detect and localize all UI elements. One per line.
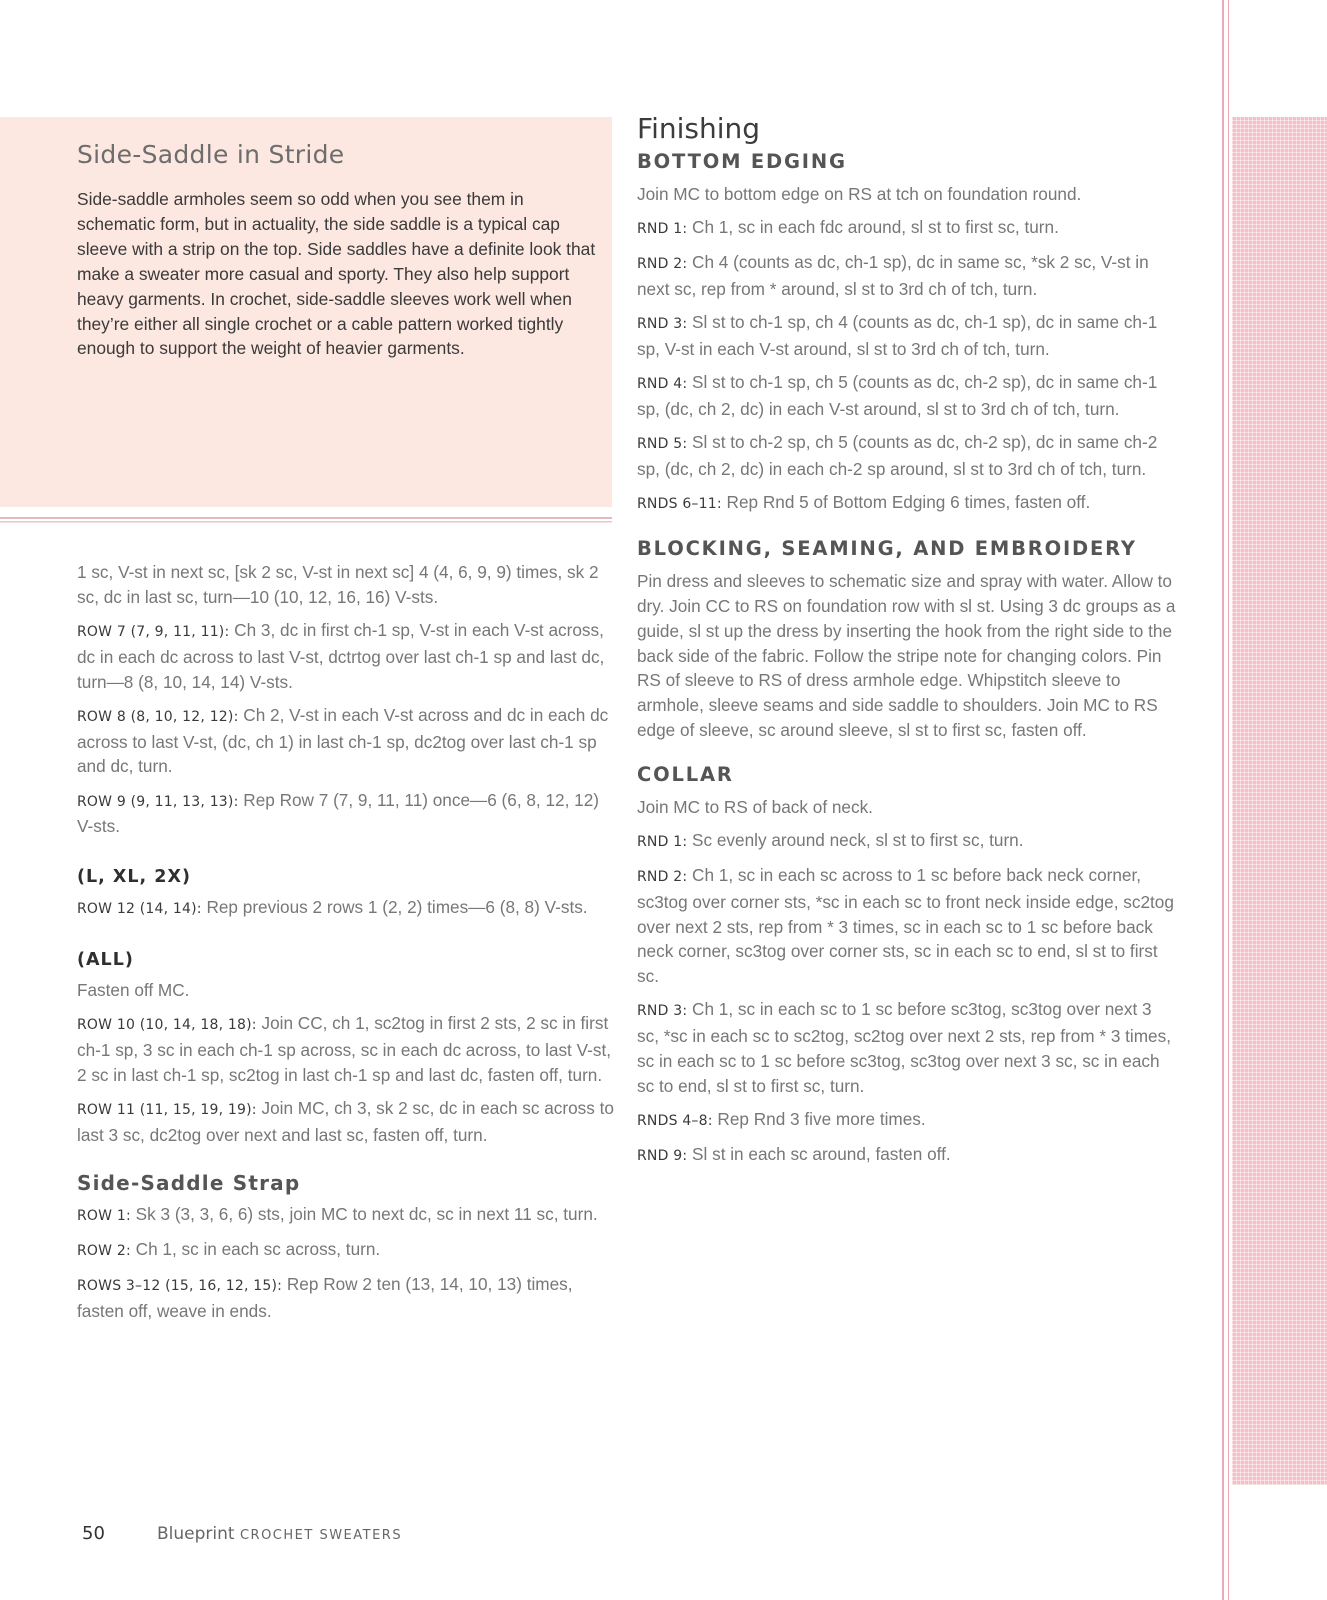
row-label: RND 1: xyxy=(637,833,688,850)
pattern-row xyxy=(637,370,1177,422)
row-label: RND 4: xyxy=(637,376,688,393)
row-label: RND 2: xyxy=(637,256,688,273)
book-subtitle: CROCHET SWEATERS xyxy=(239,1528,403,1543)
row-label: ROW 1: xyxy=(77,1207,131,1224)
row-text: Rep previous 2 rows 1 (2, 2) times—6 (8, 8) V-sts. xyxy=(201,897,588,918)
pattern-row xyxy=(77,1011,617,1087)
pattern-row xyxy=(637,828,1177,855)
row-label: RND 2: xyxy=(637,869,688,886)
blocking-text: Pin dress and sleeves to schematic size and spray with water. Allow to dry. Join CC to RS on foundation row with sl st. Using 3 dc groups as a guide, sl st up the dress by inserting the hook from the right side to the back side of the fabric. Follow the stripe note for changing colors. Pin RS of sleeve to RS of dress armhole edge. Whipstitch sleeve to armhole, sleeve seams and side saddle to shoulders. Join MC to RS edge of sleeve, sc around sleeve, sl st to first sc, fasten off. xyxy=(637,571,1176,740)
row-text: Ch 3, dc in first ch-1 sp, V-st in each V-st across, dc in each dc across to last V-st, dctrtog over last ch-1 sp and last dc, turn—8 (8, 10, 14, 14) V-sts. xyxy=(77,619,605,692)
row-label: ROW 8 (8, 10, 12, 12): xyxy=(77,708,239,725)
pattern-row xyxy=(637,863,1177,989)
all-sizes-heading: (ALL) xyxy=(77,949,134,970)
row-text: Rep Rnd 5 of Bottom Edging 6 times, fasten off. xyxy=(721,492,1091,513)
pattern-row xyxy=(77,618,617,694)
row-label: ROW 10 (10, 14, 18, 18): xyxy=(77,1017,257,1034)
row-text: Ch 2, V-st in each V-st across and dc in each dc across to last V-st, (dc, ch 1) in last ch-1 sp, dc2tog over last ch-1 sp and dc, turn. xyxy=(77,704,609,777)
row-text: Sl st to ch-2 sp, ch 5 (counts as dc, ch-2 sp), dc in same ch-2 sp, (dc, ch 2, dc) in each ch-2 sp around, sl st to 3rd ch of tch, turn. xyxy=(637,432,1158,480)
row-text: Sl st to ch-1 sp, ch 4 (counts as dc, ch-1 sp), dc in same ch-1 sp, V-st in each V-st around, sl st to 3rd ch of tch, turn. xyxy=(637,312,1158,360)
sidebar-divider-rule xyxy=(0,516,612,525)
pattern-row xyxy=(77,1237,617,1264)
continued-row-text: 1 sc, V-st in next sc, [sk 2 sc, V-st in next sc] 4 (4, 6, 9, 9) times, sk 2 sc, dc in last sc, turn—10 (10, 12, 16, 16) V-sts. xyxy=(77,562,599,607)
pattern-row xyxy=(637,215,1177,242)
bottom-edging-intro: Join MC to bottom edge on RS at tch on foundation round. xyxy=(637,184,1082,204)
row-text: Sc evenly around neck, sl st to first sc, turn. xyxy=(687,829,1024,850)
strap-heading: Side-Saddle Strap xyxy=(77,1170,301,1195)
fasten-off-text: Fasten off MC. xyxy=(77,979,190,1000)
sidebar-body: Side-saddle armholes seem so odd when you see them in schematic form, but in actuality, the side saddle is a typical cap sleeve with a strip on the top. Side saddles have a definite look that make a sweater more casual and sporty. They also help support heavy garments. In crochet, side-saddle sleeves work well when they’re either all single crochet or a cable pattern worked tightly enough to support the weight of heavier garments. xyxy=(77,189,596,359)
row-label: ROW 11 (11, 15, 19, 19): xyxy=(77,1101,257,1118)
row-label: ROW 2: xyxy=(77,1242,131,1259)
row-label: RND 3: xyxy=(637,1003,688,1020)
row-text: Ch 4 (counts as dc, ch-1 sp), dc in same sc, *sk 2 sc, V-st in next sc, rep from * around, sl st to 3rd ch of tch, turn. xyxy=(637,252,1149,300)
pattern-row xyxy=(637,310,1177,362)
pattern-row xyxy=(77,1202,617,1229)
row-text: Ch 1, sc in each sc across to 1 sc before back neck corner, sc3tog over corner sts, *sc in each sc to front neck inside edge, sc2tog over next 2 sts, rep from * 3 times, sc in each sc to 1 sc before back neck corner, sc3tog over corner sts, sc in each sc to end, sl st to first sc. xyxy=(637,865,1174,987)
sidebar-title: Side-Saddle in Stride xyxy=(77,140,345,169)
decorative-grid-strip xyxy=(1232,117,1327,1485)
row-label: ROW 7 (7, 9, 11, 11): xyxy=(77,623,230,640)
running-footer xyxy=(157,1524,402,1544)
section-title: Finishing xyxy=(637,112,761,145)
row-label: RNDS 6–11: xyxy=(637,496,722,513)
row-label: ROW 12 (14, 14): xyxy=(77,901,202,918)
bottom-edging-heading: BOTTOM EDGING xyxy=(637,150,847,173)
size-heading: (L, XL, 2X) xyxy=(77,867,191,888)
pattern-row xyxy=(637,490,1177,517)
row-label: ROW 9 (9, 11, 13, 13): xyxy=(77,793,239,810)
row-text: Join CC, ch 1, sc2tog in first 2 sts, 2 sc in first ch-1 sp, 3 sc in each ch-1 sp across, sc in each dc across, to last V-st, 2 sc in last ch-1 sp, sc2tog in last ch-1 sp and last dc, fasten off, turn. xyxy=(77,1013,611,1085)
collar-heading: COLLAR xyxy=(637,762,734,786)
row-text: Sl st in each sc around, fasten off. xyxy=(687,1144,951,1165)
right-column xyxy=(637,114,1177,1177)
pattern-row xyxy=(77,1272,617,1324)
row-text: Ch 1, sc in each sc across, turn. xyxy=(130,1238,381,1259)
row-label: RND 9: xyxy=(637,1148,688,1165)
pattern-row xyxy=(77,788,617,840)
row-label: RNDS 4–8: xyxy=(637,1113,713,1130)
row-text: Rep Row 2 ten (13, 14, 10, 13) times, fasten off, weave in ends. xyxy=(77,1273,573,1321)
book-title: Blueprint xyxy=(157,1524,235,1544)
row-text: Rep Rnd 3 five more times. xyxy=(712,1109,926,1130)
pattern-row xyxy=(77,703,617,779)
pattern-row xyxy=(637,1142,1177,1169)
page-number: 50 xyxy=(82,1523,105,1544)
row-text: Ch 1, sc in each fdc around, sl st to first sc, turn. xyxy=(687,217,1059,238)
pattern-row xyxy=(637,430,1177,482)
row-label: RND 1: xyxy=(637,221,688,238)
row-text: Sl st to ch-1 sp, ch 5 (counts as dc, ch-2 sp), dc in same ch-1 sp, (dc, ch 2, dc) in each V-st around, sl st to 3rd ch of tch, turn. xyxy=(637,372,1158,420)
row-text: Join MC, ch 3, sk 2 sc, dc in each sc across to last 3 sc, dc2tog over next and last sc, fasten off, turn. xyxy=(77,1097,614,1145)
row-label: RND 3: xyxy=(637,316,688,333)
pattern-row xyxy=(77,1096,617,1148)
row-label: RND 5: xyxy=(637,436,688,453)
blocking-heading: BLOCKING, SEAMING, AND EMBROIDERY xyxy=(637,537,1137,561)
pattern-row xyxy=(637,1107,1177,1134)
row-label: ROWS 3–12 (15, 16, 12, 15): xyxy=(77,1277,283,1294)
row-text: Sk 3 (3, 3, 6, 6) sts, join MC to next dc, sc in next 11 sc, turn. xyxy=(130,1203,598,1224)
row-text: Ch 1, sc in each sc to 1 sc before sc3tog, sc3tog over next 3 sc, *sc in each sc to sc2tog, sc2tog over next 2 sts, rep from * 3 times, sc in each sc to 1 sc before sc3tog, sc3tog over next 3 sc, sc in each sc to end, sl st to first sc, turn. xyxy=(637,999,1171,1096)
left-column xyxy=(77,560,617,1332)
page-edge-line xyxy=(1228,0,1229,1600)
pattern-row xyxy=(637,250,1177,302)
pattern-row xyxy=(77,895,617,922)
row-text: Rep Row 7 (7, 9, 11, 11) once—6 (6, 8, 12, 12) V-sts. xyxy=(77,789,599,837)
page-edge-line xyxy=(1222,0,1224,1600)
pattern-row xyxy=(637,997,1177,1098)
collar-intro: Join MC to RS of back of neck. xyxy=(637,796,873,817)
